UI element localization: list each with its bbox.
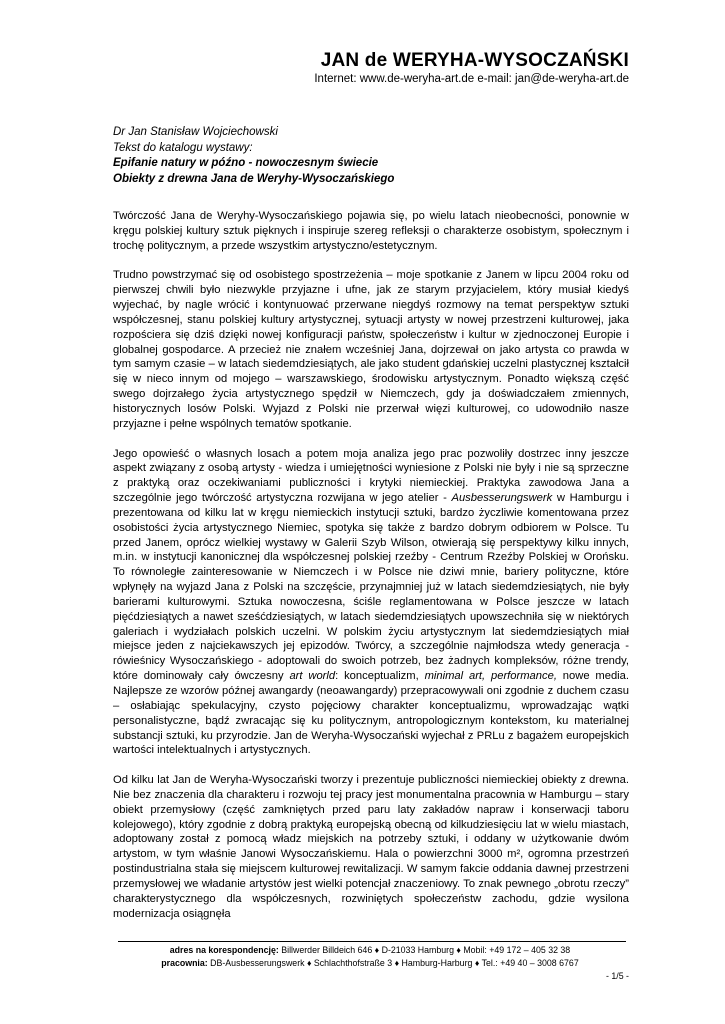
footer-address-line: [100, 944, 640, 957]
minimal-art-terms: minimal art, performance,: [424, 670, 557, 683]
footer-studio-label: pracownia:: [161, 958, 208, 968]
footer-address-value: Billwerder Billdeich 646 ♦ D-21033 Hamburg ♦ Mobil: +49 172 – 405 32 38: [281, 945, 571, 955]
paragraph-3-part-b: w Hamburgu i prezentowana od kilku lat w kręgu niemieckich instytucji sztuki, bardzo życzliwie komentowana przez osobistości życia artystycznego Niemiec, spotyka się także z bardzo dobrym odbiorem w Polsce. Tu przed Janem, oprócz wielkiej wystawy w Galerii Szyb Wilson, otwierają się perspektywy kilku innych, m.in. w instytucji kanonicznej dla współczesnej polskiej rzeźby - Centrum Rzeźby Polskiej w Orońsku. To równoległe zainteresowanie w Niemczech i w Polsce nie dziwi mnie, bariery polityczne, które wpłynęły na wyjazd Jana z Polski na szczęście, przynajmniej już w latach siedemdziesiątych, nie były barierami kulturowymi. Sztuka nowoczesna, ściśle reglamentowana w Polsce jeszcze w latach pięćdziesiątych a nawet sześćdziesiątych, w latach siedemdziesiątych upowszechniła się w niektórych galeriach i wydziałach polskich uczelni. W polskim życiu artystycznym lat siedemdziesiątych miał miejsce jeden z najciekawszych jej epizodów. Twórcy, a szczególnie najmłodsza wtedy generacja - rówieśnicy Wysoczańskiego - adoptowali do swoich potrzeb, bez żadnych kompleksów, różne trendy, które dominowały cały ówczesny: [113, 492, 629, 683]
footer-divider: [118, 941, 626, 942]
footer: [100, 944, 640, 970]
paragraph-2: Trudno powstrzymać się od osobistego spostrzeżenia – moje spotkanie z Janem w lipcu 2004 roku od pierwszej chwili było niezwykle przyjazne i ufne, jak ze starym przyjacielem, który musiał kiedyś wyjechać, by nagle wrócić i kontynuować przerwane niegdyś rozmowy na temat perspektyw sztuki współczesnej, stanu polskiej kultury artystycznej, sytuacji artysty w nowej przestrzeni kulturowej, jaka rozpościera się dziś dzięki nowej konfiguracji państw, społeczeństw i kultur w zjednoczonej Europie i globalnej gospodarce. A przecież nie znałem wcześniej Jana, dojrzewał on jako artysta co prawda w tym samym czasie – w latach siedemdziesiątych, ale jako student gdańskiej uczelni plastycznej kształcił się w nieco innym od mojego – warszawskiego, środowisku artystycznym. Ponadto większą część swego dojrzałego życia artystycznego spędził w Niemczech, gdy ja doświadczałem zmiennych, historycznych losów Polski. Wyjazd z Polski nie przerwał więzi kulturowej, co udowodniło nasze przyjazne i pełne wspólnych tematów spotkanie.: [113, 269, 629, 430]
exhibition-title-line-2: Obiekty z drewna Jana de Weryhy-Wysoczańskiego: [113, 172, 395, 185]
exhibition-title-line-1: Epifanie natury w późno - nowoczesnym świecie: [113, 157, 379, 169]
art-world-term: art world: [289, 670, 336, 683]
footer-studio-line: [100, 957, 640, 970]
atelier-name: Ausbesserungswerk: [451, 492, 553, 505]
paragraph-3: [113, 447, 629, 759]
paragraph-3-part-c: : konceptualizm,: [335, 670, 425, 683]
page-number: - 1/5 -: [606, 971, 629, 981]
paragraph-3-part-a: Jego opowieść o własnych losach a potem moja analiza jego prac pozwoliły dostrzec inny jeszcze aspekt związany z osobą artysty - wiedza i umiejętności wyniesione z Polski nie były i nie są sprzeczne z praktyką oraz oczekiwaniami publiczności i krytyki niemieckiej. Praktyka zawodowa Jana a szczególnie jego twórczość artystyczna rozwijana w jego atelier -: [113, 447, 629, 505]
author-line: Dr Jan Stanisław Wojciechowski: [113, 126, 278, 138]
article-body: [113, 209, 629, 936]
text-kind-line: Tekst do katalogu wystawy:: [113, 141, 253, 154]
contact-line: Internet: www.de-weryha-art.de e-mail: jan@de-weryha-art.de: [314, 73, 629, 85]
footer-address-label: adres na korespondencję:: [169, 945, 279, 955]
catalogue-meta: [113, 125, 633, 187]
footer-studio-value: DB-Ausbesserungswerk ♦ Schlachthofstraße 3 ♦ Hamburg-Harburg ♦ Tel.: +49 40 – 3008 6767: [210, 958, 579, 968]
paragraph-4: Od kilku lat Jan de Weryha-Wysoczański tworzy i prezentuje publiczności niemieckiej obiekty z drewna. Nie bez znaczenia dla charakteru i rozwoju tej pracy jest monumentalna pracownia w Hamburgu – stary obiekt przemysłowy (część zamkniętych przed paru laty zakładów napraw i konserwacji taboru kolejowego), który zgodnie z dobrą praktyką europejską obecną od kilkudziesięciu lat w wielu miastach, adoptowany został z pomocą władz miejskich na potrzeby sztuki, i oddany w użytkowanie dwóm artystom, w tym właśnie Janowi Wysoczańskiemu. Hala o powierzchni 3000 m², ogromna przestrzeń postindustrialna stała się miejscem kulturowej rewitalizacji. W samym fakcie oddania dawnej przestrzeni przemysłowej we władanie artystów jest wielki potencjał znaczeniowy. To znak pewnego „obrotu rzeczy” charakterystycznego dla współczesnych, rozwiniętych społeczeństw zachodu, gdzie wysilona modernizacja osiągnęła: [113, 774, 629, 920]
artist-name-heading: JAN de WERYHA-WYSOCZAŃSKI: [320, 50, 629, 71]
paragraph-3-part-d: nowe media. Najlepsze ze wzorów późnej awangardy (neoawangardy) przepracowywali oni zgodnie z duchem czasu – osłabiając spekulacyjny, czysto pojęciowy charakter konceptualizmu, wprowadzając wątki personalistyczne, bądź zwracając się ku politycznym, antropologicznym kontekstom, ku materialnej substancji sztuki, ku przyrodzie. Jan de Weryha-Wysoczański wyjechał z PRLu z bagażem europejskich wartości intelektualnych i artystycznych.: [113, 670, 629, 757]
paragraph-1: Twórczość Jana de Weryhy-Wysoczańskiego pojawia się, po wielu latach nieobecności, ponownie w kręgu polskiej kultury sztuk pięknych i inspiruje szereg refleksji o charakterze osobistym, społecznym i trochę politycznym, a przede wszystkim artystyczno/estetycznym.: [113, 210, 629, 252]
